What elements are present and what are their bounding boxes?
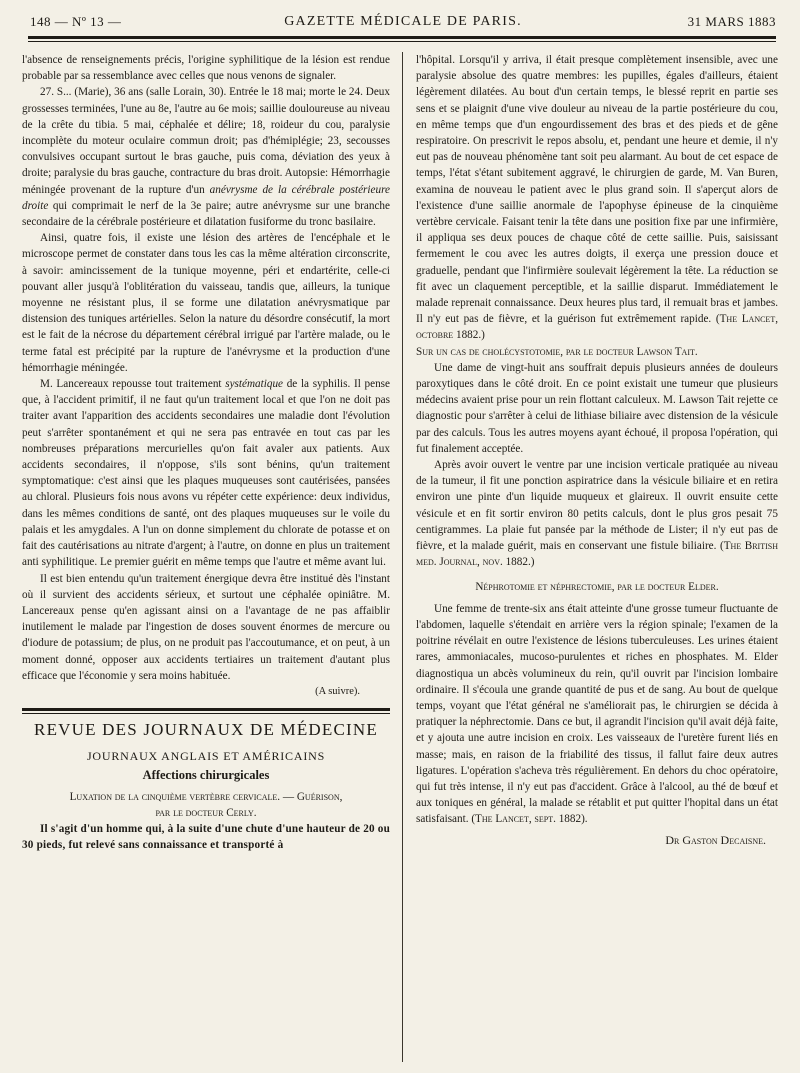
column-divider [402,52,403,1062]
paragraph: Une femme de trente-six ans était atteinte d'une grosse tumeur fluctuante de l'abdomen, laquelle s'étendait en arrière vers la région spinale; l'examen de la poitrine révélait en outre l'existence de lésions tuberculeuses. Les urines étaient rares, ammoniacales, mucoso-purulentes et riches en phosphates. M. Elder diagnostiqua un abcès volumineux du rein, qu'il ouvrit par l'incision lombaire ordinaire. Il s'écoula une grande quantité de pus et de sang. Au bout de quelque temps, voyant que l'état général ne s'améliorait pas, le chirurgien se décida à pratiquer la néphrectomie. Dans ce but, il agrandit l'incision qu'il avait déjà faite, et y ajouta une autre incision en croix. Les vaisseaux de l'uretère furent liés en masse; mais, en raison de la friabilité des tissus, il fallut faire deux autres ligatures. L'opération s'acheva très régulièrement. En dehors du choc opératoire, qui fut très intense, il n'y eut pas d'accident. Grâce à l'alcool, au thé de bœuf et aux toniques en général, la malade se rétablit et put quitter l'hopital dans un état satisfaisant. (The Lancet, sept. 1882). [416,602,778,826]
journal-title: GAZETTE MÉDICALE DE PARIS. [284,14,522,29]
issue-date: 31 MARS 1883 [687,14,776,29]
paragraph: M. Lancereaux repousse tout traitement systématique de la syphilis. Il pense que, à l'accident primitif, il ne faut qu'un traitement local et que l'on ne doit pas traiter avant l'apparition des accidents secondaires une maladie dont l'évolution peut s'arrêter spontanément et qui ne sera pas entravée en tout cas par les nombreuses préparations mercurielles qu'on fait avaler aux patients. Aux accidents secondaires, il n'oppose, s'ils sont bénins, qu'un traitement symptomatique: c'est ainsi que les plaques muqueuses sont cautérisées, pansées au chloral. Plusieurs fois nous avons vu répéter cette expérience: deux individus, dans les mêmes conditions de santé, ont des plaques muqueuses sur le voile du palais et les amygdales. A l'un on donne simplement du chlorate de potasse et on fait des cautérisations au nitrate d'argent; à l'autre, on donne en plus un traitement anti syphilitique. Le premier guérit en même temps que l'autre et même avant lui. [22,378,390,569]
section-rule [22,708,390,711]
newspaper-page [18,8,788,1068]
paragraph: Après avoir ouvert le ventre par une incision verticale pratiquée au niveau de la tumeur, il fit une ponction aspiratrice dans la vésicule biliaire et en retira environ une pinte d'un liquide muqueux et glaireux. Il ouvrit ensuite cette vésicule et en fit sortir environ 80 petits calculs, dont le plus gros pesait 75 centigrammes. La plaie fut pansée par la méthode de Lister; il n'y eut pas de fièvre, et la malade guérit, mais en conservant une fistule biliaire. (The British med. Journal, nov. 1882.) [416,459,778,569]
right-column [416,52,778,848]
paragraph: l'hôpital. Lorsqu'il y arriva, il était presque complètement insensible, avec une paralysie absolue des quatre membres: les pupilles, égales d'ailleurs, étaient légèrement dilatées. Au bout d'un certain temps, le blessé reprit en partie ses sens et se plaignit d'une vive douleur au niveau de la partie postérieure du cou, en même temps que d'un engourdissement des bras et des pieds et de gêne respiratoire. On prescrivit le repos absolu, et, pendant une heure et demie, il n'y eut pas de nouveau phénomène tant soit peu alarmant. Au bout de cet espace de temps, l'état s'étant subitement aggravé, le chirurgien de garde, M. Van Buren, examina de nouveau le patient avec le plus grand soin. Il s'aperçut alors de l'existence d'une saillie anormale de l'apophyse épineuse de la cinquième vertèbre cervicale. Faisant tenir la tête dans une position fixe par une infirmière, il appliqua ses deux pouces de chaque côté de cette saillie. Puis, saisissant fermement le cou avec les autres doigts, il exerça une pression douce et graduelle, pendant que l'infirmière soulevait légèrement la tête. La réduction se fit avec un claquement perceptible, et la saillie disparut. Immédiatement le malade reprenait connaissance. Deux heures plus tard, il remuait bras et jambes. Il n'y eut pas de fièvre, et la guérison fut extrêmement rapide. (The Lancet, octobre 1882.) [416,54,779,342]
article-heading: Néphrotomie et néphrectomie, par le docteur Elder. [475,580,719,593]
paragraph: Une dame de vingt-huit ans souffrait depuis plusieurs années de douleurs paroxytiques dans le côté droit. En ce point existait une tumeur que plusieurs médecins avaient prise pour un rein flottant calculeux. M. Lawson Tait rejette ce diagnostic pour s'arrêter à celui de lithiase biliaire avec distension de la vésicule par des calculs. Tous les autres moyens ayant échoué, il proposa l'opération, qui fut finalement acceptée. [416,361,778,455]
section-title: REVUE DES JOURNAUX DE MÉDECINE [34,720,378,740]
case-27: 27. S... (Marie), 36 ans (salle Lorain, 30). Entrée le 18 mai; morte le 24. Deux grossesses terminées, l'une au 8e, l'autre au 6e mois; saillie douloureuse au niveau de la crête du tibia. 5 mai, céphalée et délire; 18, roideur du cou, paralysie incomplète du moteur oculaire commun droit; pas d'hémiplégie; 23, secousses convulsives occupant surtout le bras gauche, puis coma, déviation des yeux à droite; paralysie du bras gauche, contracture du bras droit. Autopsie: Hémorrhagie méningée provenant de la rupture d'un anévrysme de la cérébrale postérieure droite qui comprimait le nerf de la 3e paire; autre anévrysme sur une branche secondaire de la cérébrale postérieure et dilatation fusiforme du tronc basilaire. [22,86,390,229]
paragraph: Ainsi, quatre fois, il existe une lésion des artères de l'encéphale et le microscope permet de constater dans tous les cas la même altération circonscrite, à savoir: amincissement de la tunique moyenne, péri et endartérite, celle-ci pouvant aller jusqu'à l'oblitération du vaisseau, tandis que, ailleurs, la tunique moyenne ne résistant plus, il se forme une dilatation anévrysmatique par distension des tuniques artérielles. Selon la nature du désordre consécutif, la mort est le fait de la nécrose du département cérébral irrigué par l'artère malade, ou le terme fatal est précipité par la rupture de l'anévrysme et la production d'une hémorrhagie méningée. [22,232,390,374]
paragraph: l'absence de renseignements précis, l'origine syphilitique de la lésion est rendue probable par sa ressemblance avec celles que nous venons de signaler. [22,54,390,83]
header-rule-thin [28,41,776,42]
header-rule [28,36,776,39]
paragraph: Il est bien entendu qu'un traitement énergique devra être institué dès l'instant où il survient des accidents sérieux, et surtout une céphalée opiniâtre. M. Lancereaux pense qu'en agissant ainsi on a l'avantage de ne pas affaiblir inutilement le malade par l'ingestion de doses souvent énormes de mercure ou d'iodure de potassium; de plus, on ne produit pas l'accoutumance, et on peut, à un moment donné, opposer aux accidents tertiaires un traitement d'autant plus efficace que l'économie y sera moins habituée. [22,572,390,682]
paragraph: Il s'agit d'un homme qui, à la suite d'une chute d'une hauteur de 20 ou 30 pieds, fut relevé sans connaissance et transporté à [22,823,390,852]
section-rule-thin [22,713,390,714]
article-heading: Sur un cas de cholécystotomie, par le docteur Lawson Tait. [416,345,698,358]
left-column [22,52,390,854]
article-author: par le docteur Cerly. [155,806,257,819]
article-heading: Luxation de la cinquième vertèbre cervicale. — Guérison, [69,790,343,803]
page-header [18,8,788,30]
page-number: 148 — Nº 13 — [30,14,122,29]
two-column-body [18,52,788,1062]
subsection-title: JOURNAUX ANGLAIS ET AMÉRICAINS [86,749,326,764]
to-be-continued: (A suivre). [315,685,360,697]
subsection-heading: Affections chirurgicales [142,767,270,782]
author-signature: Dr Gaston Decaisne. [665,832,766,847]
